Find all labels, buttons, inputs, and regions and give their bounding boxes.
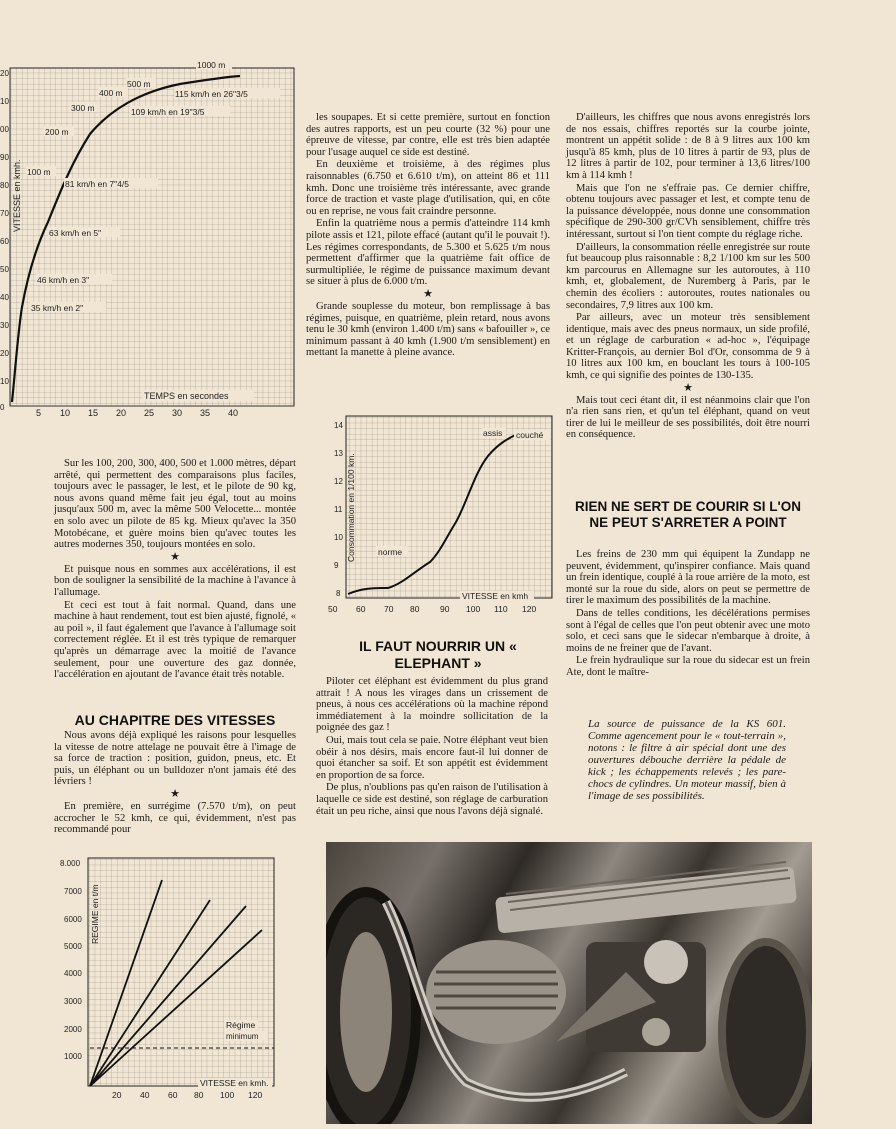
svg-text:46 km/h en 3": 46 km/h en 3": [37, 275, 90, 285]
x-axis-label: TEMPS en secondes: [144, 391, 229, 401]
svg-text:35 km/h en 2": 35 km/h en 2": [31, 303, 84, 313]
column-2-text: les soupapes. Et si cette première, surtout en fonction des autres rapports, est un peu courte (32 %) pour une épreuve de vitesse, par contre, elle est très bien adaptée pour l'usage auquel ce side est destiné. En deuxième et troisième, à des régimes plus raisonnables (6.750 et 6.610 t/m), on atteint 86 et 111 kmh. Donc une troisième très intéressante, avec grande force de traction et vaste plage d'utilisation, qui, en côte ou en reprise, ne vous fait craindre personne. Enfin la quatrième nous a permis d'atteindre 114 kmh pilote assis et 121, pilote effacé (autant qu'il le pouvait !). Les régimes correspondants, de 5.300 et 5.625 t/m nous permettent d'affirmer que la quatrième fait office de surmultipliée, le régime de puissance maximum devant se situer à plus de 6.000 t/m. ★ Grande souplesse du moteur, bon remplissage à bas régimes, puisque, en quatrième, plein retard, nous avons tenu le 30 kmh (environ 1.400 t/m) sans « bafouiller », ce minimum passant à 40 kmh (1.900 t/m sensiblement) en mettant la manette à pleine avance.: [306, 112, 550, 359]
svg-text:40: 40: [228, 408, 239, 418]
svg-text:20: 20: [116, 408, 127, 418]
column-3-brakes-text: Les freins de 230 mm qui équipent la Zundapp ne peuvent, évidemment, qu'inspirer confiance. Mais quand un frein identique, couplé à la roue arrière de la moto, est monté sur la roue du side, alors on peut se permettre de tirer le maximum des possibilités de la machine. Dans de telles conditions, les décélérations permises sont à l'égal de celles que l'on peut obtenir avec une moto solo, et ceci sans que le sidecar n'embarque à droite, à moins de ne freiner que de l'avant. Le frein hydraulique sur la roue du sidecar est un frein Ate, dont le maître-: [566, 549, 810, 678]
star-separator: ★: [423, 287, 433, 300]
svg-text:8.000: 8.000: [60, 859, 81, 868]
svg-text:14: 14: [334, 421, 343, 430]
y-tick-labels: [60, 859, 82, 1061]
engine-photo-illustration: [326, 842, 812, 1124]
x-axis-label: VITESSE en kmh.: [200, 1078, 269, 1088]
svg-text:120: 120: [248, 1090, 263, 1100]
x-axis-label: VITESSE en kmh: [462, 591, 529, 601]
svg-text:60: 60: [0, 237, 9, 246]
consumption-chart: [322, 412, 558, 618]
svg-text:00: 00: [0, 125, 9, 134]
svg-text:80: 80: [410, 604, 420, 614]
column-2-feed-text: Piloter cet éléphant est évidemment du plus grand attrait ! A nous les virages dans un crissement de pneus, à nous ces accélérations où la machine répond immédiatement à la moindre sollicitation de la poignée des gaz ! Oui, mais tout cela se paie. Notre éléphant veut bien obéir à nos désirs, mais encore faut-il lui donner de quoi étancher sa soif. Et son appétit est évidemment en proportion de sa force. De plus, n'oublions pas qu'en raison de l'utilisation à laquelle ce side est destiné, son réglage de carburation était un peu riche, ainsi que nous l'avons déjà signalé.: [316, 676, 548, 817]
svg-text:15: 15: [88, 408, 99, 418]
column-3-text: D'ailleurs, les chiffres que nous avons enregistrés lors de nos essais, chiffres reportés sur la courbe jointe, montrent un appétit solide : de 8 à 9 litres aux 100 km jusqu'à 85 kmh, plus de 10 litres à partir de 93, plus de 12 litres à partir de 102, pour terminer à 13,6 litres/100 km à 114 kmh ! Mais que l'on ne s'effraie pas. Ce dernier chiffre, obtenu toujours avec passager et lest, et compte tenu de la puissance développée, nous donne une consommation spécifique de 290-300 gr/CVh sensiblement, chiffre très intéressant, surtout si l'on tient compte du réglage riche. D'ailleurs, la consommation réelle enregistrée sur route fut beaucoup plus raisonnable : 8,2 1/100 km sur les 500 km parcourus en Allemagne sur les autoroutes, à 110 kmh, et, globalement, de Nuremberg à Paris, par le chemin des écoliers : autoroutes, routes nationales ou secondaires, 7,9 litres aux 100 km. Par ailleurs, avec un moteur très sensiblement identique, mais avec des pneus normaux, un side profilé, et un réglage de carburation « ad-hoc », l'équipage Kritter-François, au dernier Bol d'Or, consomma de 9 à 10 litres aux 100 km, en bouclant les tours à 100-105 kmh, ce qui signifie des pointes de 130-135. ★ Mais tout ceci étant dit, il est néanmoins clair que l'on n'a rien sans rien, et qu'un tel éléphant, quand on veut tirer de lui le meilleur de ses possibilités, doit être nourri en conséquence.: [566, 112, 811, 441]
svg-text:109 km/h en 19"3/5: 109 km/h en 19"3/5: [131, 107, 205, 117]
svg-text:80: 80: [194, 1090, 204, 1100]
svg-text:120: 120: [522, 604, 537, 614]
svg-text:70: 70: [384, 604, 394, 614]
svg-text:9: 9: [334, 561, 339, 570]
annotation-regime: Régime: [226, 1020, 256, 1030]
x-tick-labels: [328, 604, 536, 614]
svg-text:12: 12: [334, 477, 343, 486]
svg-text:3000: 3000: [64, 997, 82, 1006]
svg-text:20: 20: [0, 69, 9, 78]
engine-photo: [326, 842, 812, 1124]
svg-text:11: 11: [334, 505, 343, 514]
svg-text:100: 100: [466, 604, 481, 614]
svg-text:35: 35: [200, 408, 211, 418]
heading-feed-elephant: IL FAUT NOURRIR UN « ELEPHANT »: [359, 638, 517, 671]
annotation-minimum: minimum: [226, 1032, 259, 1041]
svg-text:10: 10: [0, 377, 9, 386]
star-separator: ★: [170, 550, 180, 563]
photo-caption: La source de puissance de la KS 601. Comme agencement pour le « tout-terrain », notons : le filtre à air spécial dont une des ouvertures débouche derrière la pédale de kick ; les échappements relevés ; les pare-chocs de cylindres. Un moteur massif, bien à l'image de ses possibilités.: [588, 718, 786, 802]
svg-text:1000 m: 1000 m: [197, 62, 226, 70]
svg-text:500 m: 500 m: [127, 79, 151, 89]
svg-text:63 km/h en 5": 63 km/h en 5": [49, 228, 102, 238]
svg-text:8: 8: [336, 589, 341, 598]
star-separator: ★: [683, 381, 693, 394]
svg-text:50: 50: [328, 604, 338, 614]
svg-text:10: 10: [60, 408, 71, 418]
y-tick-labels: [334, 421, 343, 598]
y-axis-label: REGIME en t/m: [90, 884, 100, 944]
svg-text:90: 90: [440, 604, 450, 614]
svg-text:300 m: 300 m: [71, 103, 95, 113]
svg-text:400 m: 400 m: [99, 88, 123, 98]
svg-text:20: 20: [0, 349, 9, 358]
svg-text:5000: 5000: [64, 942, 82, 951]
column-1-text: Sur les 100, 200, 300, 400, 500 et 1.000 mètres, départ arrêté, qui permettent des comparaisons plus faciles, toujours avec le passager, le lest, et le pilote de 90 kg, nous avons quand même fait jeu égal, tout au moins jusqu'aux 500 m, avec la même 500 Velocette... montée en solo avec un pilote de 85 kg. Mieux qu'avec la 350 Motobécane, et guère moins bien qu'avec toutes les autres modernes 350, toujours montées en solo. ★ Et puisque nous en sommes aux accélérations, il est bon de souligner la sensibilité de la machine à l'avance à l'allumage. Et ceci est tout à fait normal. Quand, dans une machine à haut rendement, tout est bien ajusté, fignolé, « au poil », il faut également que l'avance à l'allumage soit correctement réglée. Et il est très typique de remarquer qu'après un démarrage avec la moitié de l'avance seulement, pour une ouverture des gaz donnée, l'accélération en ajoutant de l'avance était très notable.: [54, 458, 296, 681]
column-1-speeds-text: Nous avons déjà expliqué les raisons pour lesquelles la vitesse de notre attelage ne pouvait être à l'image de sa force de traction : position, guidon, pneus, etc. Et puis, un éléphant ou un bulldozer n'ont jamais été des lévriers ! ★ En première, en surrégime (7.570 t/m), on peut accrocher le 52 kmh, ce qui, évidemment, n'est pas recommandé pour: [54, 730, 296, 836]
acceleration-chart: [0, 62, 300, 422]
svg-text:60: 60: [168, 1090, 178, 1100]
svg-text:110: 110: [494, 604, 508, 614]
y-axis-label: Consommation en 1/100 km.: [346, 453, 356, 562]
svg-text:4000: 4000: [64, 969, 82, 978]
rpm-chart: [56, 854, 278, 1104]
svg-text:50: 50: [0, 265, 9, 274]
svg-text:0: 0: [0, 403, 5, 412]
svg-text:1000: 1000: [64, 1052, 82, 1061]
svg-text:60: 60: [356, 604, 366, 614]
svg-text:100: 100: [220, 1090, 235, 1100]
y-axis-label: VITESSE en kmh.: [12, 159, 22, 232]
svg-text:115 km/h en 26"3/5: 115 km/h en 26"3/5: [175, 89, 248, 99]
svg-text:100 m: 100 m: [27, 167, 51, 177]
svg-text:30: 30: [0, 321, 9, 330]
heading-brakes: RIEN NE SERT DE COURIR SI L'ON NE PEUT S'ARRETER A POINT: [575, 499, 801, 530]
svg-text:5: 5: [36, 408, 42, 418]
svg-text:81 km/h en 7"4/5: 81 km/h en 7"4/5: [65, 179, 129, 189]
annotation-assis: assis: [483, 428, 503, 438]
x-tick-labels: [112, 1090, 262, 1100]
annotation-norme: norme: [378, 547, 403, 557]
svg-text:200 m: 200 m: [45, 127, 69, 137]
svg-text:2000: 2000: [64, 1025, 82, 1034]
heading-speeds: AU CHAPITRE DES VITESSES: [74, 712, 276, 728]
svg-text:30: 30: [172, 408, 183, 418]
svg-text:40: 40: [140, 1090, 150, 1100]
svg-text:70: 70: [0, 209, 9, 218]
svg-text:20: 20: [112, 1090, 122, 1100]
svg-text:80: 80: [0, 181, 9, 190]
svg-text:13: 13: [334, 449, 343, 458]
svg-text:25: 25: [144, 408, 155, 418]
svg-text:6000: 6000: [64, 915, 82, 924]
annotation-couche: couché: [516, 430, 544, 440]
star-separator: ★: [170, 787, 180, 800]
svg-text:40: 40: [0, 293, 9, 302]
svg-text:7000: 7000: [64, 887, 82, 896]
svg-text:90: 90: [0, 153, 9, 162]
svg-text:10: 10: [334, 533, 343, 542]
x-tick-labels: [36, 408, 238, 418]
y-tick-labels: [0, 69, 9, 412]
svg-text:10: 10: [0, 97, 9, 106]
